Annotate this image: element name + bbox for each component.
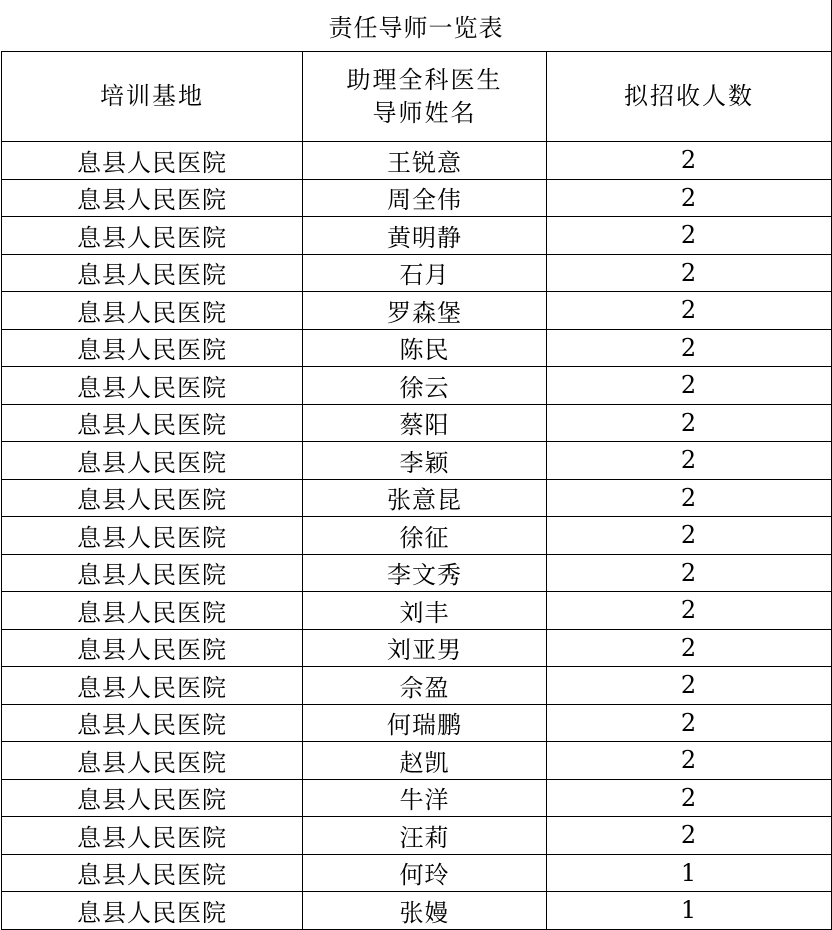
cell-mentor-name[interactable]: 汪莉 (303, 817, 547, 855)
table-row (2, 254, 832, 292)
header-label-line2: 导师姓名 (372, 98, 477, 127)
cell-mentor-name[interactable]: 何玲 (303, 854, 547, 892)
cell-quota[interactable]: 2 (547, 554, 832, 592)
cell-training-base[interactable]: 息县人民医院 (2, 217, 303, 255)
cell-mentor-name[interactable]: 李文秀 (303, 554, 547, 592)
cell-mentor-name[interactable]: 徐云 (303, 367, 547, 405)
cell-training-base[interactable]: 息县人民医院 (2, 892, 303, 930)
cell-quota[interactable]: 2 (547, 292, 832, 330)
table-row (2, 817, 832, 855)
cell-training-base[interactable]: 息县人民医院 (2, 704, 303, 742)
cell-quota[interactable]: 2 (547, 629, 832, 667)
cell-quota[interactable]: 2 (547, 217, 832, 255)
cell-quota[interactable]: 2 (547, 667, 832, 705)
cell-quota[interactable]: 2 (547, 592, 832, 630)
cell-mentor-name[interactable]: 刘丰 (303, 592, 547, 630)
cell-training-base[interactable]: 息县人民医院 (2, 442, 303, 480)
cell-mentor-name[interactable]: 周全伟 (303, 179, 547, 217)
cell-training-base[interactable]: 息县人民医院 (2, 292, 303, 330)
cell-training-base[interactable]: 息县人民医院 (2, 479, 303, 517)
table-row (2, 779, 832, 817)
cell-mentor-name[interactable]: 黄明静 (303, 217, 547, 255)
cell-quota[interactable]: 2 (547, 479, 832, 517)
cell-training-base[interactable]: 息县人民医院 (2, 629, 303, 667)
cell-mentor-name[interactable]: 罗森堡 (303, 292, 547, 330)
cell-training-base[interactable]: 息县人民医院 (2, 554, 303, 592)
cell-quota[interactable]: 2 (547, 179, 832, 217)
cell-training-base[interactable]: 息县人民医院 (2, 329, 303, 367)
cell-training-base[interactable]: 息县人民医院 (2, 404, 303, 442)
table-row (2, 404, 832, 442)
cell-quota[interactable]: 2 (547, 779, 832, 817)
cell-quota[interactable]: 2 (547, 367, 832, 405)
table-title: 责任导师一览表 (328, 13, 504, 42)
header-label-line1: 助理全科医生 (346, 65, 503, 94)
table-row (2, 179, 832, 217)
header-cell-quota[interactable] (547, 52, 832, 142)
table-row (2, 479, 832, 517)
table-row (2, 367, 832, 405)
cell-mentor-name[interactable]: 石月 (303, 254, 547, 292)
table-row (2, 854, 832, 892)
table-row (2, 592, 832, 630)
cell-training-base[interactable]: 息县人民医院 (2, 667, 303, 705)
cell-training-base[interactable]: 息县人民医院 (2, 742, 303, 780)
cell-training-base[interactable]: 息县人民医院 (2, 817, 303, 855)
table-row (2, 217, 832, 255)
cell-training-base[interactable]: 息县人民医院 (2, 142, 303, 180)
cell-mentor-name[interactable]: 张意昆 (303, 479, 547, 517)
table-row (2, 442, 832, 480)
cell-quota[interactable]: 2 (547, 442, 832, 480)
cell-training-base[interactable]: 息县人民医院 (2, 592, 303, 630)
cell-quota[interactable]: 1 (547, 892, 832, 930)
table-row (2, 517, 832, 555)
header-label: 拟招收人数 (624, 82, 754, 110)
cell-training-base[interactable]: 息县人民医院 (2, 517, 303, 555)
cell-mentor-name[interactable]: 徐征 (303, 517, 547, 555)
header-cell-training-base[interactable] (2, 52, 303, 142)
cell-mentor-name[interactable]: 张嫚 (303, 892, 547, 930)
cell-mentor-name[interactable]: 王锐意 (303, 142, 547, 180)
cell-mentor-name[interactable]: 刘亚男 (303, 629, 547, 667)
header-cell-mentor-name[interactable] (303, 52, 547, 142)
cell-quota[interactable]: 2 (547, 742, 832, 780)
table-row (2, 329, 832, 367)
table-row (2, 292, 832, 330)
cell-mentor-name[interactable]: 佘盈 (303, 667, 547, 705)
cell-quota[interactable]: 2 (547, 517, 832, 555)
cell-mentor-name[interactable]: 赵凯 (303, 742, 547, 780)
header-label: 培训基地 (100, 82, 204, 110)
table-row (2, 667, 832, 705)
table-row (2, 554, 832, 592)
table-row (2, 704, 832, 742)
table-row (2, 629, 832, 667)
cell-training-base[interactable]: 息县人民医院 (2, 779, 303, 817)
header-row (2, 52, 832, 142)
cell-training-base[interactable]: 息县人民医院 (2, 254, 303, 292)
cell-quota[interactable]: 2 (547, 817, 832, 855)
table-row (2, 142, 832, 180)
cell-quota[interactable]: 2 (547, 704, 832, 742)
mentor-table (1, 51, 832, 930)
table-row (2, 892, 832, 930)
cell-quota[interactable]: 2 (547, 142, 832, 180)
cell-mentor-name[interactable]: 何瑞鹏 (303, 704, 547, 742)
cell-quota[interactable]: 1 (547, 854, 832, 892)
cell-mentor-name[interactable]: 李颖 (303, 442, 547, 480)
cell-training-base[interactable]: 息县人民医院 (2, 854, 303, 892)
cell-training-base[interactable]: 息县人民医院 (2, 367, 303, 405)
table-row (2, 742, 832, 780)
cell-quota[interactable]: 2 (547, 329, 832, 367)
cell-quota[interactable]: 2 (547, 404, 832, 442)
cell-mentor-name[interactable]: 陈民 (303, 329, 547, 367)
cell-quota[interactable]: 2 (547, 254, 832, 292)
cell-mentor-name[interactable]: 牛洋 (303, 779, 547, 817)
cell-mentor-name[interactable]: 蔡阳 (303, 404, 547, 442)
table-body (2, 142, 832, 930)
cell-training-base[interactable]: 息县人民医院 (2, 179, 303, 217)
